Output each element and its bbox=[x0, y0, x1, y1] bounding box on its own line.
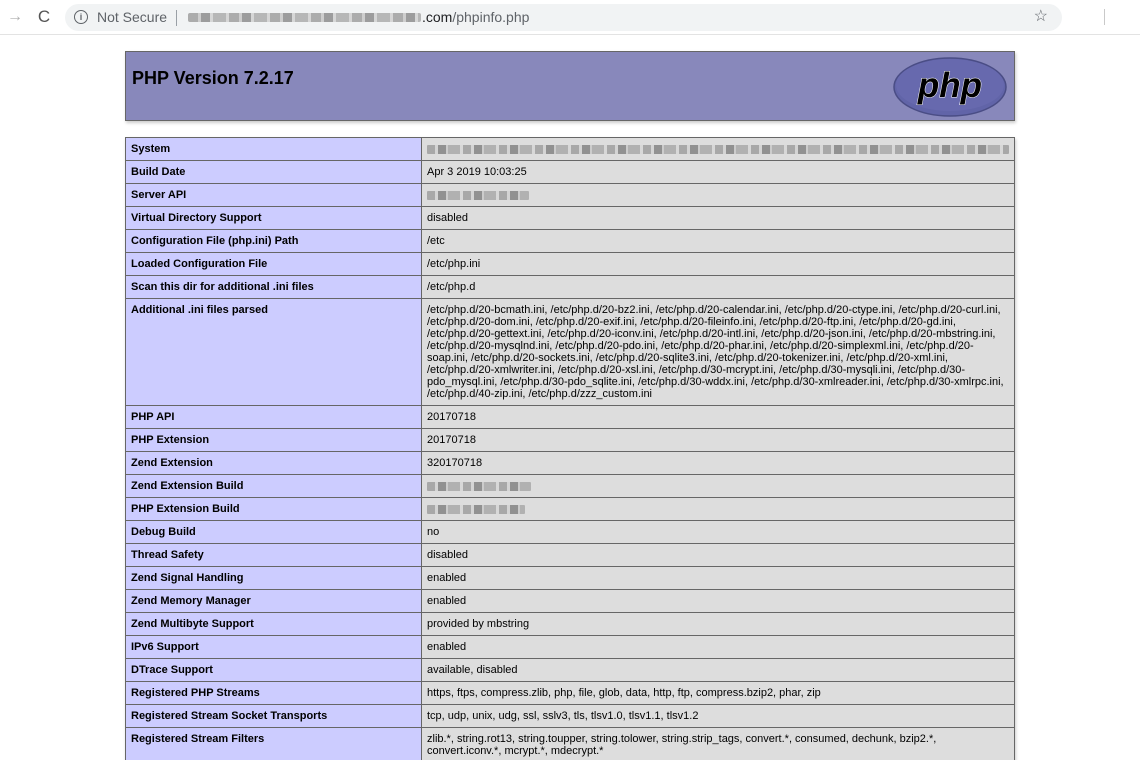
row-key: Configuration File (php.ini) Path bbox=[126, 230, 422, 253]
row-value: /etc/php.d bbox=[422, 276, 1015, 299]
row-key: Registered Stream Socket Transports bbox=[126, 705, 422, 728]
info-icon[interactable]: i bbox=[74, 10, 88, 24]
row-value: 20170718 bbox=[422, 406, 1015, 429]
row-value: zlib.*, string.rot13, string.toupper, string.tolower, string.strip_tags, convert.*, consumed, dechunk, bzip2.*, convert.iconv.*, mcrypt.*, mdecrypt.* bbox=[422, 728, 1015, 760]
bookmark-star-icon[interactable]: ☆ bbox=[1033, 8, 1048, 25]
row-key: Registered Stream Filters bbox=[126, 728, 422, 760]
row-value: /etc/php.ini bbox=[422, 253, 1015, 276]
row-value: 20170718 bbox=[422, 429, 1015, 452]
row-value: provided by mbstring bbox=[422, 613, 1015, 636]
table-row bbox=[126, 138, 1015, 161]
row-value: no bbox=[422, 521, 1015, 544]
address-bar[interactable] bbox=[65, 4, 1062, 31]
table-row bbox=[126, 728, 1015, 760]
row-value: available, disabled bbox=[422, 659, 1015, 682]
table-row bbox=[126, 452, 1015, 475]
row-value bbox=[422, 184, 1015, 207]
row-key: PHP Extension bbox=[126, 429, 422, 452]
row-value: enabled bbox=[422, 590, 1015, 613]
table-row bbox=[126, 406, 1015, 429]
url-domain-suffix: .com bbox=[422, 9, 453, 25]
table-row bbox=[126, 705, 1015, 728]
row-key: System bbox=[126, 138, 422, 161]
url-text[interactable] bbox=[422, 10, 529, 25]
row-key: Thread Safety bbox=[126, 544, 422, 567]
table-row bbox=[126, 253, 1015, 276]
table-row bbox=[126, 276, 1015, 299]
row-key: Debug Build bbox=[126, 521, 422, 544]
table-row bbox=[126, 207, 1015, 230]
php-header bbox=[125, 51, 1015, 121]
forward-arrow-icon[interactable]: → bbox=[7, 8, 23, 25]
table-row bbox=[126, 590, 1015, 613]
row-key: PHP API bbox=[126, 406, 422, 429]
row-value: enabled bbox=[422, 567, 1015, 590]
row-key: Server API bbox=[126, 184, 422, 207]
table-row bbox=[126, 184, 1015, 207]
row-key: Registered PHP Streams bbox=[126, 682, 422, 705]
row-key: Zend Memory Manager bbox=[126, 590, 422, 613]
row-value: tcp, udp, unix, udg, ssl, sslv3, tls, tlsv1.0, tlsv1.1, tlsv1.2 bbox=[422, 705, 1015, 728]
table-row bbox=[126, 636, 1015, 659]
table-row bbox=[126, 544, 1015, 567]
table-row bbox=[126, 613, 1015, 636]
table-row bbox=[126, 659, 1015, 682]
info-table-body bbox=[126, 138, 1015, 760]
table-row bbox=[126, 161, 1015, 184]
row-key: Additional .ini files parsed bbox=[126, 299, 422, 406]
security-status[interactable]: Not Secure bbox=[97, 9, 168, 25]
row-value: enabled bbox=[422, 636, 1015, 659]
row-value: Apr 3 2019 10:03:25 bbox=[422, 161, 1015, 184]
row-key: Zend Multibyte Support bbox=[126, 613, 422, 636]
table-row bbox=[126, 429, 1015, 452]
row-value: /etc bbox=[422, 230, 1015, 253]
redacted-domain bbox=[188, 13, 421, 22]
table-row bbox=[126, 230, 1015, 253]
php-info-table bbox=[125, 137, 1015, 760]
toolbar-divider bbox=[1104, 9, 1105, 25]
table-row bbox=[126, 521, 1015, 544]
redacted-value bbox=[427, 482, 531, 491]
row-value: https, ftps, compress.zlib, php, file, glob, data, http, ftp, compress.bzip2, phar, zip bbox=[422, 682, 1015, 705]
table-row bbox=[126, 498, 1015, 521]
row-key: Zend Signal Handling bbox=[126, 567, 422, 590]
php-logo-icon[interactable] bbox=[892, 56, 1008, 118]
row-key: Build Date bbox=[126, 161, 422, 184]
row-value: 320170718 bbox=[422, 452, 1015, 475]
row-key: Zend Extension bbox=[126, 452, 422, 475]
reload-icon[interactable]: C bbox=[37, 7, 51, 26]
row-key: Zend Extension Build bbox=[126, 475, 422, 498]
row-key: Scan this dir for additional .ini files bbox=[126, 276, 422, 299]
row-value: /etc/php.d/20-bcmath.ini, /etc/php.d/20-bz2.ini, /etc/php.d/20-calendar.ini, /etc/php.d/20-ctype.ini, /etc/php.d/20-curl.ini, /etc/php.d/20-dom.ini, /etc/php.d/20-exif.ini, /etc/php.d/20-fileinfo.ini, /etc/php.d/20-ftp.ini, /etc/php.d/20-gd.ini, /etc/php.d/20-gettext.ini, /etc/php.d/20-iconv.ini, /etc/php.d/20-intl.ini, /etc/php.d/20-json.ini, /etc/php.d/20-mbstring.ini, /etc/php.d/20-mysqlnd.ini, /etc/php.d/20-pdo.ini, /etc/php.d/20-phar.ini, /etc/php.d/20-simplexml.ini, /etc/php.d/20-soap.ini, /etc/php.d/20-sockets.ini, /etc/php.d/20-sqlite3.ini, /etc/php.d/20-tokenizer.ini, /etc/php.d/20-xml.ini, /etc/php.d/20-xmlwriter.ini, /etc/php.d/20-xsl.ini, /etc/php.d/30-mcrypt.ini, /etc/php.d/30-mysqli.ini, /etc/php.d/30-pdo_mysql.ini, /etc/php.d/30-pdo_sqlite.ini, /etc/php.d/30-wddx.ini, /etc/php.d/30-xmlreader.ini, /etc/php.d/30-xmlrpc.ini, /etc/php.d/40-zip.ini, /etc/php.d/zzz_custom.ini bbox=[422, 299, 1015, 406]
redacted-value bbox=[427, 145, 1009, 154]
url-separator bbox=[176, 10, 177, 26]
row-key: Loaded Configuration File bbox=[126, 253, 422, 276]
row-value: disabled bbox=[422, 207, 1015, 230]
row-key: IPv6 Support bbox=[126, 636, 422, 659]
row-value bbox=[422, 498, 1015, 521]
table-row bbox=[126, 682, 1015, 705]
row-value: disabled bbox=[422, 544, 1015, 567]
page-title: PHP Version 7.2.17 bbox=[132, 68, 294, 88]
browser-toolbar bbox=[0, 0, 1140, 35]
row-value bbox=[422, 475, 1015, 498]
row-value bbox=[422, 138, 1015, 161]
table-row bbox=[126, 475, 1015, 498]
table-row bbox=[126, 299, 1015, 406]
table-row bbox=[126, 567, 1015, 590]
url-path: /phpinfo.php bbox=[452, 9, 530, 25]
redacted-value bbox=[427, 191, 529, 200]
row-key: PHP Extension Build bbox=[126, 498, 422, 521]
row-key: Virtual Directory Support bbox=[126, 207, 422, 230]
php-logo-text: php bbox=[917, 66, 983, 105]
redacted-value bbox=[427, 505, 525, 514]
row-key: DTrace Support bbox=[126, 659, 422, 682]
